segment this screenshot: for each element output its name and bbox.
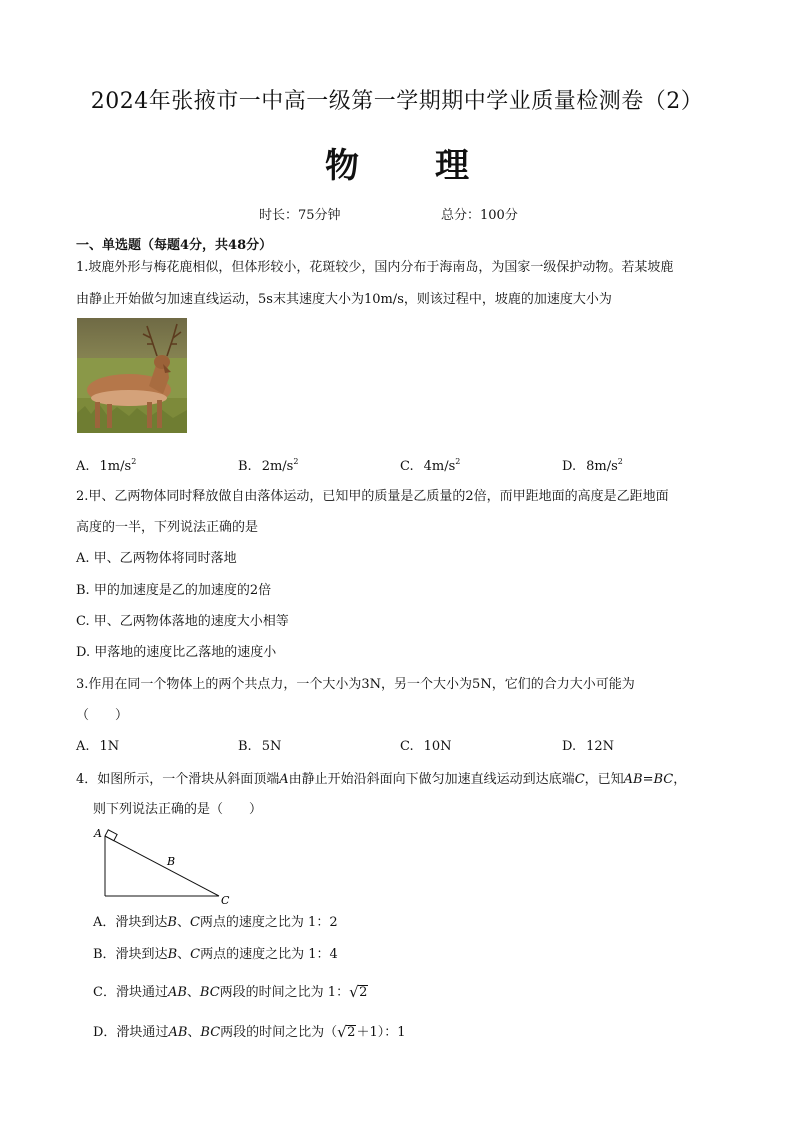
q1-stem-line2: 由静止开始做匀加速直线运动，5s末其速度大小为10m/s，则该过程中，坡鹿的加速度大小为 bbox=[76, 292, 612, 307]
q4-option-d-text-3: ＋1）：1 bbox=[356, 1025, 406, 1040]
q4-stem-var-c: C bbox=[574, 772, 585, 787]
q2-option-b[interactable]: B. 甲的加速度是乙的加速度的2倍 bbox=[76, 583, 272, 598]
q4-stem-var-a: A bbox=[279, 772, 289, 787]
q1-option-b-exp: 2 bbox=[293, 457, 299, 466]
q4-option-a-sep: 、 bbox=[176, 915, 190, 930]
q1-option-c-letter: C. bbox=[400, 459, 414, 474]
q4-option-c-sep: 、 bbox=[186, 985, 200, 1000]
q3-option-b[interactable] bbox=[238, 738, 281, 756]
q3-option-b-value: 5N bbox=[261, 739, 282, 754]
q3-option-d[interactable] bbox=[562, 738, 614, 756]
q3-option-a[interactable] bbox=[76, 738, 119, 756]
q4-stem-text-4: ， bbox=[673, 772, 687, 787]
q4-option-c-text-2: 两段的时间之比为 1： bbox=[219, 985, 350, 1000]
q4-option-a[interactable] bbox=[93, 914, 338, 932]
incline-svg bbox=[93, 826, 243, 906]
q1-option-a-letter: A. bbox=[76, 459, 90, 474]
deer-image bbox=[77, 318, 187, 433]
q4-option-b-text-2: 两点的速度之比为 1：4 bbox=[200, 947, 338, 962]
q4-option-a-text-1: A．滑块到达 bbox=[93, 915, 168, 930]
q4-option-d-sep: 、 bbox=[187, 1025, 201, 1040]
q4-option-d-var-2: BC bbox=[200, 1025, 221, 1040]
q4-option-b-var-1: B bbox=[167, 947, 178, 962]
q1-option-c-exp: 2 bbox=[455, 457, 461, 466]
q3-option-c-value: 10N bbox=[423, 739, 452, 754]
q4-option-c[interactable] bbox=[93, 984, 368, 1002]
q1-option-c-value: 4m/s bbox=[423, 459, 456, 474]
q1-option-b[interactable] bbox=[238, 453, 298, 476]
q4-option-c-sqrt: √ 2 bbox=[349, 983, 368, 1001]
q4-stem-equation: AB=BC bbox=[623, 772, 674, 787]
q3-stem-line1: 3.作用在同一个物体上的两个共点力，一个大小为3N，另一个大小为5N，它们的合力大小可能为 bbox=[76, 677, 635, 692]
q2-option-c[interactable]: C. 甲、乙两物体落地的速度大小相等 bbox=[76, 614, 289, 629]
q4-option-a-var-1: B bbox=[167, 915, 177, 930]
q4-option-b-sep: 、 bbox=[177, 947, 191, 962]
q4-option-d-text-1: D．滑块通过 bbox=[93, 1025, 169, 1040]
q1-option-a[interactable] bbox=[76, 453, 136, 476]
exam-title: 2024年张掖市一中高一级第一学期期中学业质量检测卷（2） bbox=[90, 89, 704, 114]
section-heading: 一、单选题（每题4分，共48分） bbox=[76, 238, 273, 253]
q3-option-d-value: 12N bbox=[586, 739, 615, 754]
q4-stem-text-1: 4．如图所示，一个滑块从斜面顶端 bbox=[76, 772, 280, 787]
subject-char-2: 理 bbox=[435, 146, 469, 186]
q4-option-d-radicand: 2 bbox=[347, 1025, 356, 1040]
deer-photo bbox=[77, 318, 187, 433]
q3-option-d-letter: D. bbox=[562, 739, 577, 754]
diagram-label-a: A bbox=[94, 827, 102, 840]
q4-option-c-text-1: C．滑块通过 bbox=[93, 985, 168, 1000]
q1-option-a-value: 1m/s bbox=[99, 459, 132, 474]
diagram-label-c: C bbox=[221, 894, 230, 906]
exam-duration: 时长：75分钟 bbox=[259, 208, 341, 223]
q2-stem-line1: 2.甲、乙两物体同时释放做自由落体运动，已知甲的质量是乙质量的2倍，而甲距地面的高度是乙距地面 bbox=[76, 489, 669, 504]
q3-option-c[interactable] bbox=[400, 738, 452, 756]
q2-option-d[interactable]: D. 甲落地的速度比乙落地的速度小 bbox=[76, 645, 277, 660]
q4-option-c-radicand: 2 bbox=[359, 985, 368, 1000]
q3-option-c-letter: C. bbox=[400, 739, 414, 754]
q2-stem-line2: 高度的一半，下列说法正确的是 bbox=[76, 520, 259, 535]
q4-stem-text-3: ，已知 bbox=[584, 772, 624, 787]
q4-stem-line2: 则下列说法正确的是（ ） bbox=[93, 802, 263, 817]
q3-option-b-letter: B. bbox=[238, 739, 252, 754]
q4-option-a-text-2: 两点的速度之比为 1：2 bbox=[199, 915, 338, 930]
q2-option-a[interactable]: A. 甲、乙两物体将同时落地 bbox=[76, 551, 237, 566]
q3-answer-paren: （ ） bbox=[76, 708, 129, 723]
q4-option-b[interactable] bbox=[93, 946, 338, 964]
q4-option-a-var-2: C bbox=[189, 915, 200, 930]
q4-option-d-sqrt: √ 2 bbox=[337, 1023, 356, 1041]
q1-option-d-value: 8m/s bbox=[586, 459, 618, 474]
exam-total-score: 总分：100分 bbox=[441, 208, 518, 223]
q4-option-c-var-2: BC bbox=[199, 985, 220, 1000]
q4-stem-text-2: 由静止开始沿斜面向下做匀加速直线运动到达底端 bbox=[288, 772, 575, 787]
q1-option-c[interactable] bbox=[400, 453, 460, 476]
q3-option-a-letter: A. bbox=[76, 739, 90, 754]
q4-option-d[interactable] bbox=[93, 1024, 406, 1042]
q1-option-d[interactable] bbox=[562, 453, 623, 476]
q4-option-b-text-1: B．滑块到达 bbox=[93, 947, 168, 962]
subject-char-1: 物 bbox=[325, 146, 359, 186]
q1-option-d-letter: D. bbox=[562, 459, 577, 474]
q1-option-d-exp: 2 bbox=[617, 457, 623, 466]
subject-title bbox=[0, 138, 794, 187]
q1-option-b-letter: B. bbox=[238, 459, 252, 474]
slider-block bbox=[105, 830, 117, 841]
q1-stem-line1: 1.坡鹿外形与梅花鹿相似，但体形较小，花斑较少，国内分布于海南岛，为国家一级保护动物。若某坡鹿 bbox=[76, 260, 674, 275]
diagram-label-b: B bbox=[167, 855, 176, 868]
incline-diagram bbox=[93, 826, 243, 906]
q1-option-a-exp: 2 bbox=[131, 457, 137, 466]
q4-option-d-var-1: AB bbox=[168, 1025, 188, 1040]
q4-option-d-text-2: 两段的时间之比为（ bbox=[220, 1025, 338, 1040]
q1-option-b-value: 2m/s bbox=[261, 459, 294, 474]
q4-option-b-var-2: C bbox=[190, 947, 201, 962]
q4-option-c-var-1: AB bbox=[167, 985, 187, 1000]
q4-stem-line1 bbox=[76, 771, 686, 789]
q3-option-a-value: 1N bbox=[99, 739, 120, 754]
